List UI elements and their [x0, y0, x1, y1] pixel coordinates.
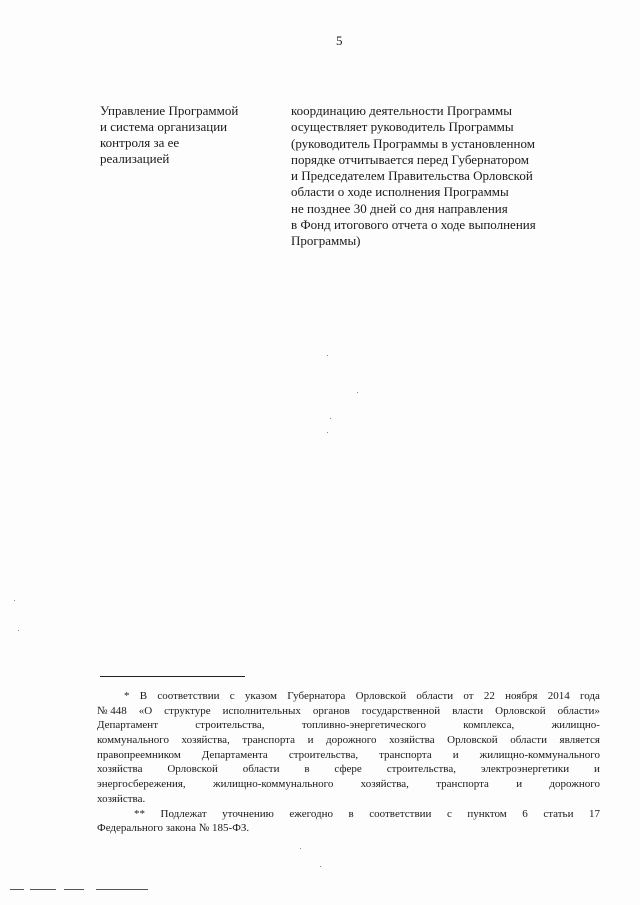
footnote-word: с — [446, 807, 452, 820]
scan-speck — [327, 355, 328, 356]
footnote-second — [97, 807, 600, 836]
footnote-word: области» — [557, 704, 600, 717]
footnote-word: хозяйства, — [181, 734, 230, 747]
footnote-word: года — [580, 690, 600, 702]
footnote-line — [97, 748, 600, 763]
footnote-word: ноября — [505, 690, 538, 702]
footnote-word: правопреемником — [97, 748, 181, 761]
footnote-word: 17 — [589, 807, 600, 820]
footnote-word: исполнительных — [222, 704, 301, 717]
right-cell-line: осуществляет руководитель Программы — [291, 119, 514, 135]
footnote-word: области — [242, 763, 280, 776]
footnote-word: государственной — [361, 704, 441, 717]
footnote-word: энергосбережения, — [97, 778, 186, 791]
footnote-word: хозяйства, — [360, 778, 409, 791]
right-cell-line: координацию деятельности Программы — [291, 103, 513, 118]
footnote-word: 22 — [483, 690, 495, 702]
scan-speck — [357, 392, 358, 393]
footnote-word: дорожного — [326, 734, 377, 747]
footnote-word: органов — [312, 704, 350, 717]
right-cell-line: и Председателем Правительства Орловской — [291, 168, 533, 184]
footnotes — [97, 689, 600, 836]
left-cell-line: реализацией — [100, 151, 170, 166]
footnote-line — [97, 807, 600, 822]
footnote-word: соответствии — [369, 807, 432, 820]
footnote-word: уточнению — [222, 807, 274, 820]
right-cell-line: порядке отчитывается перед Губернатором — [291, 151, 529, 167]
page-number: 5 — [336, 33, 343, 48]
left-cell-line: контроля за ее — [100, 135, 180, 150]
footnote-word: области — [510, 734, 547, 747]
footnote-word: 2014 — [547, 690, 570, 702]
footnote-word: Подлежат — [160, 807, 207, 820]
footnote-word: * — [124, 690, 130, 702]
footnote-word: Орловской — [355, 690, 407, 702]
footnote-line — [97, 733, 600, 748]
footnote-word: Орловской — [495, 704, 546, 717]
footnote-line — [97, 762, 600, 777]
footnote-word: в — [348, 807, 354, 820]
footnote-line — [97, 792, 600, 807]
footnote-word: области — [416, 690, 454, 702]
footnote-word: комплекса, — [463, 719, 515, 732]
scan-speck — [300, 848, 301, 849]
footnote-line — [97, 704, 600, 719]
footnote-word: указом — [244, 690, 277, 702]
footnote-word: строительства, — [288, 748, 359, 761]
right-cell-line: не позднее 30 дней со дня направления — [291, 200, 508, 216]
table-right-cell — [291, 103, 611, 250]
footnote-word: Департамента — [201, 748, 268, 761]
footnote-word: жилищно- — [551, 719, 600, 732]
footnote-word: транспорта — [436, 778, 489, 791]
footnote-word: хозяйства — [97, 763, 143, 776]
footnote-word: ** — [134, 807, 145, 820]
footnote-word: жилищно-коммунального — [479, 748, 600, 761]
footnote-word: транспорта — [242, 734, 296, 747]
footnote-word: Губернатора — [287, 690, 346, 702]
footnote-word: и — [594, 763, 600, 776]
footnote-word: ежегодно — [289, 807, 333, 820]
scan-speck — [18, 630, 19, 631]
footnote-word: хозяйства. — [97, 792, 146, 805]
footnote-word: жилищно-коммунального — [212, 778, 334, 791]
footnote-word: Федерального закона № 185-ФЗ. — [97, 822, 250, 835]
footnote-word: и — [516, 778, 523, 791]
footnote-word: власти — [452, 704, 484, 717]
footnote-word: является — [559, 734, 600, 747]
left-cell-line: Управление Программой — [100, 103, 239, 118]
footnote-word: и — [452, 748, 459, 761]
footnote-word: статьи — [543, 807, 574, 820]
footnote-word: Орловской — [167, 763, 218, 776]
footnote-word: в — [304, 763, 310, 776]
footnote-word: коммунального — [97, 734, 169, 747]
footnote-word: Департамент — [97, 719, 159, 732]
left-cell-line: и система организации — [100, 119, 228, 134]
footnote-word: соответствии — [157, 690, 220, 702]
footnote-word: В — [139, 690, 148, 702]
right-cell-line: области о ходе исполнения Программы — [291, 184, 509, 200]
footnote-word: строительства, — [195, 719, 265, 732]
scan-speck — [327, 432, 328, 433]
footnote-line — [97, 689, 600, 704]
footnote-word: № 448 — [97, 704, 127, 717]
scan-speck — [330, 418, 331, 419]
right-cell-line: (руководитель Программы в установленном — [291, 135, 535, 151]
right-cell-line: в Фонд итогового отчета о ходе выполнения — [291, 217, 536, 233]
footnote-word: «О — [138, 704, 153, 717]
footnote-word: сфере — [334, 763, 362, 776]
scan-speck — [14, 600, 15, 601]
footnote-word: электроэнергетики — [480, 763, 570, 776]
footnote-word: Орловской — [447, 734, 498, 747]
scan-mark — [10, 889, 24, 890]
footnote-word: от — [463, 690, 474, 702]
table-left-cell — [100, 103, 260, 167]
footnote-line — [97, 821, 600, 836]
footnote-first — [97, 689, 600, 807]
footnote-word: хозяйства — [389, 734, 435, 747]
footnote-word: с — [229, 690, 235, 702]
footnote-line — [97, 777, 600, 792]
footnote-word: строительства, — [386, 763, 456, 776]
footnote-line — [97, 718, 600, 733]
footnote-word: дорожного — [549, 778, 600, 791]
footnote-word: транспорта — [379, 748, 432, 761]
footnote-separator — [100, 676, 245, 677]
scan-mark — [30, 889, 56, 890]
footnote-word: 6 — [522, 807, 528, 820]
footnote-word: топливно-энергетического — [301, 719, 427, 732]
footnote-word: структуре — [164, 704, 211, 717]
footnote-word: пунктом — [467, 807, 507, 820]
right-cell-line: Программы) — [291, 233, 361, 249]
scan-mark — [64, 889, 84, 890]
scan-speck — [320, 866, 321, 867]
scan-mark — [96, 889, 148, 890]
footnote-word: и — [307, 734, 314, 747]
